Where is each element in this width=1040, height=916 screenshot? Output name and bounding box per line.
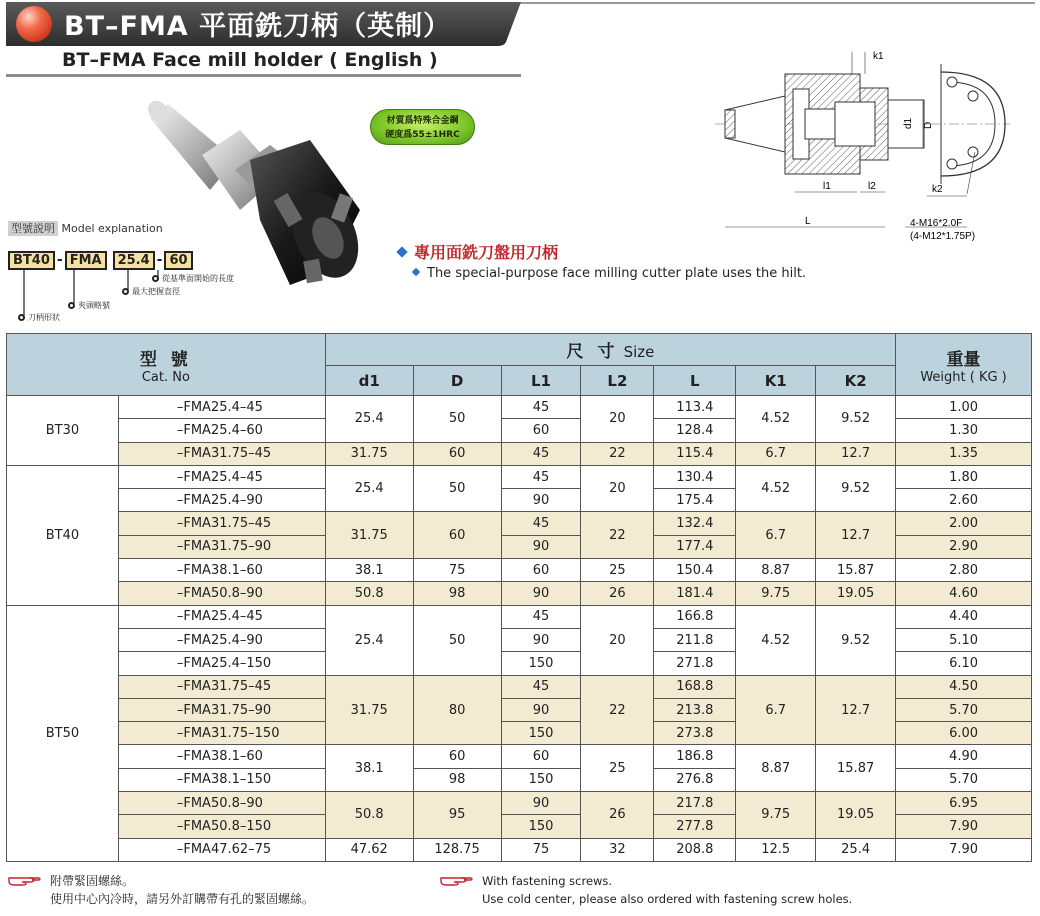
- callout-max-diameter: [122, 286, 180, 297]
- table-row: [7, 582, 1032, 605]
- K2-cell: 9.52: [816, 465, 896, 512]
- model-cell: –FMA25.4–150: [118, 652, 325, 675]
- label-l2: l2: [868, 181, 876, 192]
- feature-en: [413, 266, 806, 281]
- L-cell: 130.4: [654, 465, 736, 488]
- L-cell: 168.8: [654, 675, 736, 698]
- model-cell: –FMA25.4–45: [118, 465, 325, 488]
- badge-line-1: 材質爲特殊合金鋼: [386, 116, 459, 126]
- bullet-icon: [18, 314, 25, 321]
- col-header-d1: d1: [325, 366, 413, 396]
- L2-cell: 26: [581, 582, 654, 605]
- weight-cell: 5.70: [896, 698, 1032, 721]
- callout-length: [152, 273, 234, 284]
- model-cell: –FMA47.62–75: [118, 838, 325, 861]
- d1-cell: 25.4: [325, 396, 413, 443]
- col-header-L: L: [654, 366, 736, 396]
- L1-cell: 60: [501, 419, 581, 442]
- d1-cell: 50.8: [325, 792, 413, 839]
- K2-cell: 12.7: [816, 675, 896, 745]
- D-cell: 50: [413, 465, 501, 512]
- table-row: [7, 442, 1032, 465]
- col-header-K2: K2: [816, 366, 896, 396]
- d1-cell: 25.4: [325, 605, 413, 675]
- K2-cell: 12.7: [816, 512, 896, 559]
- header-row-1: [7, 334, 1032, 366]
- K2-cell: 9.52: [816, 396, 896, 443]
- L1-cell: 150: [501, 722, 581, 745]
- pointing-hand-icon: [8, 874, 42, 886]
- L2-cell: 20: [581, 396, 654, 443]
- page-title: BT–FMA 平面銑刀柄（英制）: [64, 11, 452, 42]
- weight-cell: 1.00: [896, 396, 1032, 419]
- K1-cell: 4.52: [736, 605, 816, 675]
- col-header-D: D: [413, 366, 501, 396]
- cat-header-en: Cat. No: [141, 369, 190, 385]
- weight-cell: 1.35: [896, 442, 1032, 465]
- model-label-en: Model explanation: [61, 222, 163, 235]
- model-cell: –FMA31.75–45: [118, 675, 325, 698]
- L1-cell: 60: [501, 745, 581, 768]
- model-cell: –FMA25.4–45: [118, 396, 325, 419]
- table-row: [7, 605, 1032, 628]
- label-l1: l1: [823, 181, 831, 192]
- code-part-shank: BT40: [8, 251, 55, 270]
- diamond-icon: [396, 246, 407, 257]
- col-header-weight: [896, 334, 1032, 396]
- model-cell: –FMA31.75–90: [118, 535, 325, 558]
- L1-cell: 45: [501, 396, 581, 419]
- footer-en-2: Use cold center, please also ordered with fastening screw holes.: [482, 892, 853, 906]
- L-cell: 177.4: [654, 535, 736, 558]
- L-cell: 213.8: [654, 698, 736, 721]
- L1-cell: 90: [501, 535, 581, 558]
- col-header-K1: K1: [736, 366, 816, 396]
- weight-cell: 6.95: [896, 792, 1032, 815]
- model-cell: –FMA25.4–90: [118, 628, 325, 651]
- table-row: [7, 512, 1032, 535]
- L-cell: 128.4: [654, 419, 736, 442]
- K1-cell: 8.87: [736, 745, 816, 792]
- K1-cell: 9.75: [736, 582, 816, 605]
- table-row: [7, 465, 1032, 488]
- L-cell: 115.4: [654, 442, 736, 465]
- L-cell: 186.8: [654, 745, 736, 768]
- table-row: [7, 838, 1032, 861]
- D-cell: 128.75: [413, 838, 501, 861]
- model-code-row: [8, 250, 193, 270]
- L1-cell: 90: [501, 792, 581, 815]
- label-D: D: [923, 121, 934, 129]
- diamond-icon: [412, 268, 420, 276]
- size-header-cn: 尺 寸: [566, 342, 619, 362]
- L1-cell: 45: [501, 675, 581, 698]
- L-cell: 273.8: [654, 722, 736, 745]
- title-banner: [6, 2, 521, 46]
- K2-cell: 15.87: [816, 745, 896, 792]
- model-explanation-label: [8, 220, 163, 236]
- red-ball-icon: [16, 6, 52, 42]
- weight-cell: 7.90: [896, 815, 1032, 838]
- badge-line-2: 硬度爲55±1HRC: [385, 130, 460, 140]
- L1-cell: 150: [501, 652, 581, 675]
- L1-cell: 150: [501, 768, 581, 791]
- L2-cell: 26: [581, 792, 654, 839]
- L-cell: 150.4: [654, 559, 736, 582]
- weight-cell: 1.30: [896, 419, 1032, 442]
- D-cell: 60: [413, 512, 501, 559]
- L-cell: 132.4: [654, 512, 736, 535]
- L-cell: 166.8: [654, 605, 736, 628]
- K2-cell: 19.05: [816, 792, 896, 839]
- table-row: [7, 396, 1032, 419]
- L-cell: 277.8: [654, 815, 736, 838]
- callout-chuck: [68, 300, 110, 311]
- D-cell: 98: [413, 582, 501, 605]
- L-cell: 113.4: [654, 396, 736, 419]
- code-separator: -: [56, 252, 63, 268]
- L1-cell: 90: [501, 628, 581, 651]
- footer-cn-2: 使用中心內冷時，請另外訂購帶有孔的緊固螺絲。: [50, 892, 315, 906]
- K1-cell: 4.52: [736, 465, 816, 512]
- footer-cn-1: 附帶緊固螺絲。: [50, 874, 135, 888]
- footer-note-en: [440, 872, 852, 908]
- L2-cell: 25: [581, 745, 654, 792]
- weight-cell: 4.90: [896, 745, 1032, 768]
- L1-cell: 60: [501, 559, 581, 582]
- col-header-size: [325, 334, 895, 366]
- D-cell: 60: [413, 442, 501, 465]
- L1-cell: 45: [501, 605, 581, 628]
- L2-cell: 22: [581, 512, 654, 559]
- d1-cell: 38.1: [325, 559, 413, 582]
- K2-cell: 12.7: [816, 442, 896, 465]
- code-part-diameter: 25.4: [113, 251, 155, 270]
- model-cell: –FMA25.4–60: [118, 419, 325, 442]
- L-cell: 208.8: [654, 838, 736, 861]
- d1-cell: 31.75: [325, 675, 413, 745]
- bullet-icon: [68, 302, 75, 309]
- group-bt30: BT30: [7, 396, 119, 466]
- label-L: L: [805, 216, 811, 227]
- weight-cell: 4.50: [896, 675, 1032, 698]
- K1-cell: 6.7: [736, 442, 816, 465]
- K2-cell: 15.87: [816, 559, 896, 582]
- feature-cn-text: 專用面銑刀盤用刀柄: [414, 243, 559, 262]
- code-part-length: 60: [164, 251, 192, 270]
- K1-cell: 6.7: [736, 512, 816, 559]
- L2-cell: 22: [581, 442, 654, 465]
- K1-cell: 12.5: [736, 838, 816, 861]
- K2-cell: 25.4: [816, 838, 896, 861]
- group-bt40: BT40: [7, 465, 119, 605]
- d1-cell: 31.75: [325, 442, 413, 465]
- L-cell: 211.8: [654, 628, 736, 651]
- model-cell: –FMA31.75–90: [118, 698, 325, 721]
- bullet-icon: [152, 275, 159, 282]
- L1-cell: 45: [501, 465, 581, 488]
- L1-cell: 45: [501, 442, 581, 465]
- feature-en-text: The special-purpose face milling cutter plate uses the hilt.: [427, 266, 807, 281]
- weight-cell: 5.10: [896, 628, 1032, 651]
- table-row: [7, 745, 1032, 768]
- L2-cell: 25: [581, 559, 654, 582]
- col-header-L2: L2: [581, 366, 654, 396]
- L-cell: 181.4: [654, 582, 736, 605]
- L-cell: 271.8: [654, 652, 736, 675]
- model-cell: –FMA50.8–90: [118, 582, 325, 605]
- model-cell: –FMA25.4–45: [118, 605, 325, 628]
- callout-length-text: 從基準面開始的長度: [162, 274, 234, 283]
- weight-cell: 2.00: [896, 512, 1032, 535]
- L1-cell: 90: [501, 582, 581, 605]
- weight-header-cn: 重量: [946, 349, 981, 370]
- d1-cell: 25.4: [325, 465, 413, 512]
- weight-cell: 2.60: [896, 489, 1032, 512]
- material-badge: [370, 109, 475, 145]
- K2-cell: 9.52: [816, 605, 896, 675]
- K1-cell: 8.87: [736, 559, 816, 582]
- thread-spec-2: (4-M12*1.75P): [910, 231, 976, 242]
- weight-cell: 7.90: [896, 838, 1032, 861]
- L-cell: 217.8: [654, 792, 736, 815]
- model-cell: –FMA38.1–60: [118, 745, 325, 768]
- size-header-en: Size: [623, 343, 655, 361]
- model-cell: –FMA31.75–45: [118, 442, 325, 465]
- d1-cell: 47.62: [325, 838, 413, 861]
- pointing-hand-icon: [440, 874, 474, 886]
- D-cell: 98: [413, 768, 501, 791]
- L2-cell: 20: [581, 605, 654, 675]
- code-separator: -: [156, 252, 163, 268]
- L-cell: 175.4: [654, 489, 736, 512]
- model-cell: –FMA50.8–90: [118, 792, 325, 815]
- d1-cell: 50.8: [325, 582, 413, 605]
- callout-shank-text: 刀柄形狀: [28, 313, 60, 322]
- col-header-L1: L1: [501, 366, 581, 396]
- bullet-icon: [122, 288, 129, 295]
- table-row: [7, 675, 1032, 698]
- D-cell: 95: [413, 792, 501, 839]
- model-label-cn: 型號説明: [8, 221, 58, 236]
- page-subtitle: BT–FMA Face mill holder ( English ): [62, 49, 438, 71]
- D-cell: 75: [413, 559, 501, 582]
- callout-chuck-text: 夾頭略號: [78, 301, 110, 310]
- model-cell: –FMA25.4–90: [118, 489, 325, 512]
- D-cell: 50: [413, 396, 501, 443]
- top-rule: [520, 2, 1035, 4]
- L2-cell: 20: [581, 465, 654, 512]
- subtitle-rule: [6, 74, 521, 77]
- K2-cell: 19.05: [816, 582, 896, 605]
- weight-cell: 2.90: [896, 535, 1032, 558]
- L1-cell: 150: [501, 815, 581, 838]
- D-cell: 50: [413, 605, 501, 675]
- L1-cell: 45: [501, 512, 581, 535]
- L1-cell: 90: [501, 698, 581, 721]
- D-cell: 60: [413, 745, 501, 768]
- weight-cell: 1.80: [896, 465, 1032, 488]
- callout-max-diameter-text: 最大把握直徑: [132, 287, 180, 296]
- feature-cn: [398, 240, 558, 263]
- weight-cell: 4.60: [896, 582, 1032, 605]
- footer-note-cn: [8, 872, 314, 908]
- technical-drawing: [705, 44, 1030, 244]
- weight-cell: 6.10: [896, 652, 1032, 675]
- weight-cell: 5.70: [896, 768, 1032, 791]
- label-k2: k2: [932, 184, 943, 195]
- L2-cell: 32: [581, 838, 654, 861]
- model-cell: –FMA38.1–60: [118, 559, 325, 582]
- weight-cell: 4.40: [896, 605, 1032, 628]
- K1-cell: 9.75: [736, 792, 816, 839]
- model-cell: –FMA50.8–150: [118, 815, 325, 838]
- table-row: [7, 792, 1032, 815]
- K1-cell: 6.7: [736, 675, 816, 745]
- table-row: [7, 559, 1032, 582]
- code-part-chuck: FMA: [65, 251, 107, 270]
- label-d1: d1: [903, 117, 914, 129]
- L-cell: 276.8: [654, 768, 736, 791]
- L1-cell: 90: [501, 489, 581, 512]
- D-cell: 80: [413, 675, 501, 745]
- thread-spec-1: 4-M16*2.0F: [910, 218, 963, 229]
- model-cell: –FMA38.1–150: [118, 768, 325, 791]
- d1-cell: 31.75: [325, 512, 413, 559]
- model-cell: –FMA31.75–150: [118, 722, 325, 745]
- col-header-cat: [7, 334, 326, 396]
- cat-header-cn: 型 號: [139, 349, 192, 370]
- weight-cell: 2.80: [896, 559, 1032, 582]
- spec-table: [6, 333, 1032, 862]
- d1-cell: 38.1: [325, 745, 413, 792]
- L2-cell: 22: [581, 675, 654, 745]
- callout-shank: [18, 312, 60, 323]
- L1-cell: 75: [501, 838, 581, 861]
- label-k1: k1: [873, 51, 884, 62]
- weight-cell: 6.00: [896, 722, 1032, 745]
- footer-en-1: With fastening screws.: [482, 874, 613, 888]
- group-bt50: BT50: [7, 605, 119, 861]
- model-cell: –FMA31.75–45: [118, 512, 325, 535]
- weight-header-en: Weight ( KG ): [920, 369, 1007, 385]
- K1-cell: 4.52: [736, 396, 816, 443]
